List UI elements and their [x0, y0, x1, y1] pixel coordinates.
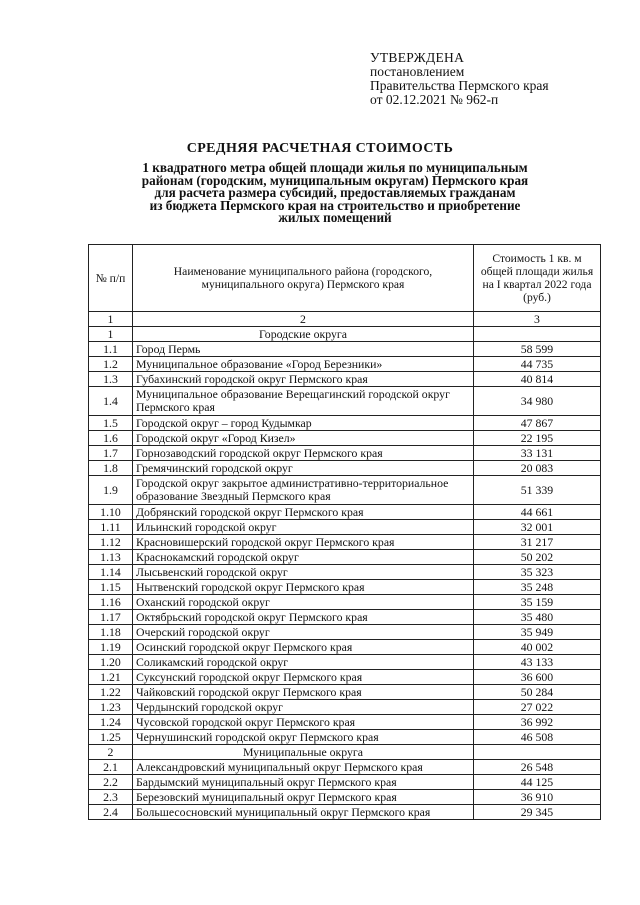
table-row	[89, 670, 601, 685]
cost-value: 46 508	[474, 730, 601, 745]
row-number: 2.1	[89, 760, 133, 775]
row-number: 1.21	[89, 670, 133, 685]
cost-value: 35 480	[474, 610, 601, 625]
cost-value: 51 339	[474, 476, 601, 505]
row-number: 1.25	[89, 730, 133, 745]
cost-value: 50 202	[474, 550, 601, 565]
municipality-name: Большесосновский муниципальный округ Пермского края	[133, 805, 474, 820]
cost-value: 32 001	[474, 520, 601, 535]
table-row	[89, 357, 601, 372]
row-number: 1.2	[89, 357, 133, 372]
municipality-name: Краснокамский городской округ	[133, 550, 474, 565]
municipality-name: Соликамский городской округ	[133, 655, 474, 670]
subtitle-line: для расчета размера субсидий, предоставляемых гражданам	[154, 185, 516, 201]
table-body	[89, 327, 601, 820]
header-name: Наименование муниципального района (городского, муниципального округа) Пермского края	[133, 245, 474, 312]
section-title: Муниципальные округа	[133, 745, 474, 760]
approval-heading: УТВЕРЖДЕНА	[370, 50, 465, 65]
municipality-name: Чердынский городской округ	[133, 700, 474, 715]
municipality-name: Александровский муниципальный округ Пермского края	[133, 760, 474, 775]
table-row	[89, 685, 601, 700]
cost-value: 20 083	[474, 461, 601, 476]
municipality-name: Добрянский городской округ Пермского края	[133, 505, 474, 520]
approval-stamp	[370, 51, 549, 107]
cost-value: 47 867	[474, 416, 601, 431]
row-number: 1.8	[89, 461, 133, 476]
row-number: 1.22	[89, 685, 133, 700]
cost-value: 44 661	[474, 505, 601, 520]
table-row	[89, 625, 601, 640]
municipality-name: Бардымский муниципальный округ Пермского края	[133, 775, 474, 790]
municipality-name: Чусовской городской округ Пермского края	[133, 715, 474, 730]
section-row	[89, 745, 601, 760]
municipality-name: Оханский городской округ	[133, 595, 474, 610]
municipality-name: Очерский городской округ	[133, 625, 474, 640]
table-row	[89, 476, 601, 505]
row-number: 1.19	[89, 640, 133, 655]
cost-value: 35 159	[474, 595, 601, 610]
cost-value: 36 600	[474, 670, 601, 685]
municipality-name: Нытвенский городской округ Пермского края	[133, 580, 474, 595]
column-number: 3	[474, 312, 601, 327]
table-row	[89, 387, 601, 416]
cost-value: 35 949	[474, 625, 601, 640]
approval-line: постановлением	[370, 64, 465, 79]
row-number: 1.4	[89, 387, 133, 416]
section-number: 2	[89, 745, 133, 760]
municipality-name: Горнозаводский городской округ Пермского края	[133, 446, 474, 461]
subtitle-line: из бюджета Пермского края на строительство и приобретение	[149, 197, 521, 213]
row-number: 1.15	[89, 580, 133, 595]
column-number: 1	[89, 312, 133, 327]
cost-value: 40 002	[474, 640, 601, 655]
table-row	[89, 580, 601, 595]
row-number: 1.9	[89, 476, 133, 505]
table-row	[89, 790, 601, 805]
cost-value: 35 323	[474, 565, 601, 580]
row-number: 1.24	[89, 715, 133, 730]
section-row	[89, 327, 601, 342]
municipality-name: Суксунский городской округ Пермского края	[133, 670, 474, 685]
cost-value: 36 992	[474, 715, 601, 730]
table-row	[89, 610, 601, 625]
table-row	[89, 431, 601, 446]
table-row	[89, 446, 601, 461]
table-row	[89, 461, 601, 476]
approval-line: Правительства Пермского края	[370, 78, 549, 93]
table-row	[89, 805, 601, 820]
cost-value: 43 133	[474, 655, 601, 670]
section-empty-cell	[474, 327, 601, 342]
municipality-name: Чернушинский городской округ Пермского края	[133, 730, 474, 745]
row-number: 1.3	[89, 372, 133, 387]
cost-value: 22 195	[474, 431, 601, 446]
table-row	[89, 565, 601, 580]
municipality-name: Муниципальное образование «Город Березники»	[133, 357, 474, 372]
row-number: 1.23	[89, 700, 133, 715]
table-row	[89, 372, 601, 387]
cost-value: 40 814	[474, 372, 601, 387]
municipality-name: Красновишерский городской округ Пермского края	[133, 535, 474, 550]
table-row	[89, 730, 601, 745]
approval-date-line: от 02.12.2021 № 962-п	[370, 92, 499, 107]
row-number: 1.11	[89, 520, 133, 535]
cost-value: 34 980	[474, 387, 601, 416]
cost-value: 26 548	[474, 760, 601, 775]
row-number: 1.7	[89, 446, 133, 461]
municipality-name: Осинский городской округ Пермского края	[133, 640, 474, 655]
municipality-name: Городской округ «Город Кизел»	[133, 431, 474, 446]
subtitle-line: 1 квадратного метра общей площади жилья по муниципальным	[142, 160, 528, 175]
row-number: 2.3	[89, 790, 133, 805]
table-row	[89, 700, 601, 715]
row-number: 1.17	[89, 610, 133, 625]
column-number-row	[89, 312, 601, 327]
cost-table	[88, 244, 601, 820]
municipality-name: Березовский муниципальный округ Пермского края	[133, 790, 474, 805]
row-number: 1.10	[89, 505, 133, 520]
cost-value: 44 735	[474, 357, 601, 372]
row-number: 2.4	[89, 805, 133, 820]
table-row	[89, 416, 601, 431]
table-row	[89, 505, 601, 520]
municipality-name: Лысьвенский городской округ	[133, 565, 474, 580]
section-title: Городские округа	[133, 327, 474, 342]
row-number: 1.20	[89, 655, 133, 670]
row-number: 1.5	[89, 416, 133, 431]
document-title: СРЕДНЯЯ РАСЧЕТНАЯ СТОИМОСТЬ	[186, 141, 454, 156]
municipality-name: Чайковский городской округ Пермского края	[133, 685, 474, 700]
row-number: 2.2	[89, 775, 133, 790]
document-subtitle	[100, 162, 570, 225]
section-empty-cell	[474, 745, 601, 760]
subtitle-line: жилых помещений	[278, 210, 392, 226]
municipality-name: Муниципальное образование Верещагинский городской округ Пермского края	[133, 387, 474, 416]
table-row	[89, 715, 601, 730]
municipality-name: Город Пермь	[133, 342, 474, 357]
row-number: 1.18	[89, 625, 133, 640]
table-row	[89, 520, 601, 535]
table-row	[89, 760, 601, 775]
table-row	[89, 535, 601, 550]
header-cost: Стоимость 1 кв. м общей площади жилья на I квартал 2022 года (руб.)	[474, 245, 601, 312]
municipality-name: Ильинский городской округ	[133, 520, 474, 535]
municipality-name: Гремячинский городской округ	[133, 461, 474, 476]
row-number: 1.6	[89, 431, 133, 446]
row-number: 1.14	[89, 565, 133, 580]
cost-value: 36 910	[474, 790, 601, 805]
cost-value: 33 131	[474, 446, 601, 461]
cost-value: 31 217	[474, 535, 601, 550]
cost-value: 27 022	[474, 700, 601, 715]
column-number: 2	[133, 312, 474, 327]
table-header-row	[89, 245, 601, 312]
row-number: 1.16	[89, 595, 133, 610]
municipality-name: Губахинский городской округ Пермского края	[133, 372, 474, 387]
section-number: 1	[89, 327, 133, 342]
table-row	[89, 655, 601, 670]
table-row	[89, 342, 601, 357]
cost-value: 50 284	[474, 685, 601, 700]
subtitle-line: районам (городским, муниципальным округам) Пермского края	[141, 172, 529, 188]
municipality-name: Октябрьский городской округ Пермского края	[133, 610, 474, 625]
row-number: 1.12	[89, 535, 133, 550]
table-row	[89, 595, 601, 610]
cost-value: 35 248	[474, 580, 601, 595]
row-number: 1.1	[89, 342, 133, 357]
table-row	[89, 775, 601, 790]
table-row	[89, 550, 601, 565]
table-row	[89, 640, 601, 655]
municipality-name: Городской округ закрытое административно-территориальное образование Звездный Пермского края	[133, 476, 474, 505]
cost-value: 58 599	[474, 342, 601, 357]
cost-value: 29 345	[474, 805, 601, 820]
municipality-name: Городской округ – город Кудымкар	[133, 416, 474, 431]
cost-value: 44 125	[474, 775, 601, 790]
row-number: 1.13	[89, 550, 133, 565]
header-number: № п/п	[89, 245, 133, 312]
